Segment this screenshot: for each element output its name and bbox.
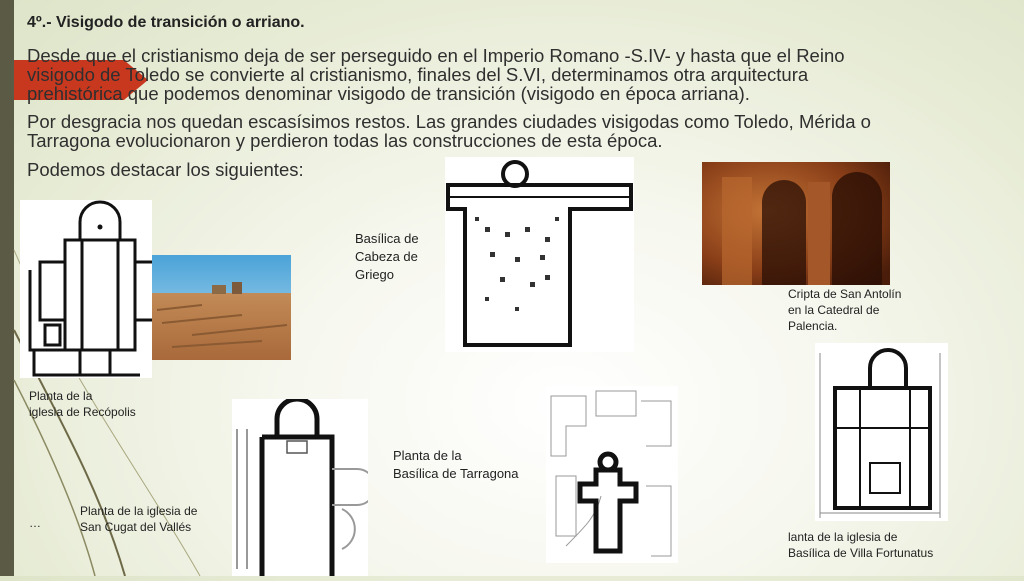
paragraph-2-line-2: Tarragona evolucionaron y perdieron todas las construcciones de esta época. xyxy=(27,130,663,151)
slide-title: 4º.- Visigodo de transición o arriano. xyxy=(27,14,305,31)
caption-san-cugat-line-2: San Cugat del Vallés xyxy=(80,520,192,534)
caption-san-cugat-line-1: Planta de la iglesia de xyxy=(80,504,198,518)
paragraph-1-line-1: Desde que el cristianismo deja de ser perseguido en el Imperio Romano -S.IV- y hasta que el Reino xyxy=(27,45,845,66)
paragraph-1-line-2: visigodo de Toledo se convierte al cristianismo, finales del S.VI, determinamos otra arquitectura xyxy=(27,64,809,85)
paragraph-2-line-1: Por desgracia nos quedan escasísimos restos. Las grandes ciudades visigodas como Toledo, Mérida o xyxy=(27,111,871,132)
caption-recopolis-line-2: iglesia de Recópolis xyxy=(29,405,136,419)
caption-recopolis-line-1: Planta de la xyxy=(29,389,93,403)
cripta-san-antolin-photo xyxy=(702,162,890,285)
caption-antolin-line-2: en la Catedral de xyxy=(788,303,880,317)
tarragona-plan-image xyxy=(546,386,678,563)
caption-tarragona-line-2: Basílica de Tarragona xyxy=(393,466,519,481)
caption-antolin-line-1: Cripta de San Antolín xyxy=(788,287,902,301)
caption-fortunatus-line-1: lanta de la iglesia de xyxy=(788,530,898,544)
paragraph-1-line-3: prehistórica que podemos denominar visigodo de transición (visigodo en época arriana). xyxy=(27,83,750,104)
paragraph-3: Podemos destacar los siguientes: xyxy=(27,159,304,180)
caption-ellipsis: … xyxy=(29,516,41,530)
cabeza-de-griego-plan-image xyxy=(445,157,634,352)
recopolis-ruins-photo xyxy=(152,255,291,360)
villa-fortunatus-plan-image xyxy=(815,343,948,521)
caption-cabeza-griego-line-3: Griego xyxy=(355,267,395,282)
san-cugat-plan-image xyxy=(232,399,368,576)
caption-cabeza-griego-line-1: Basílica de xyxy=(355,231,419,246)
recopolis-plan-image xyxy=(20,200,152,378)
caption-tarragona-line-1: Planta de la xyxy=(393,448,462,463)
caption-cabeza-griego-line-2: Cabeza de xyxy=(355,249,418,264)
caption-fortunatus-line-2: Basílica de Villa Fortunatus xyxy=(788,546,934,560)
caption-antolin-line-3: Palencia. xyxy=(788,319,838,333)
